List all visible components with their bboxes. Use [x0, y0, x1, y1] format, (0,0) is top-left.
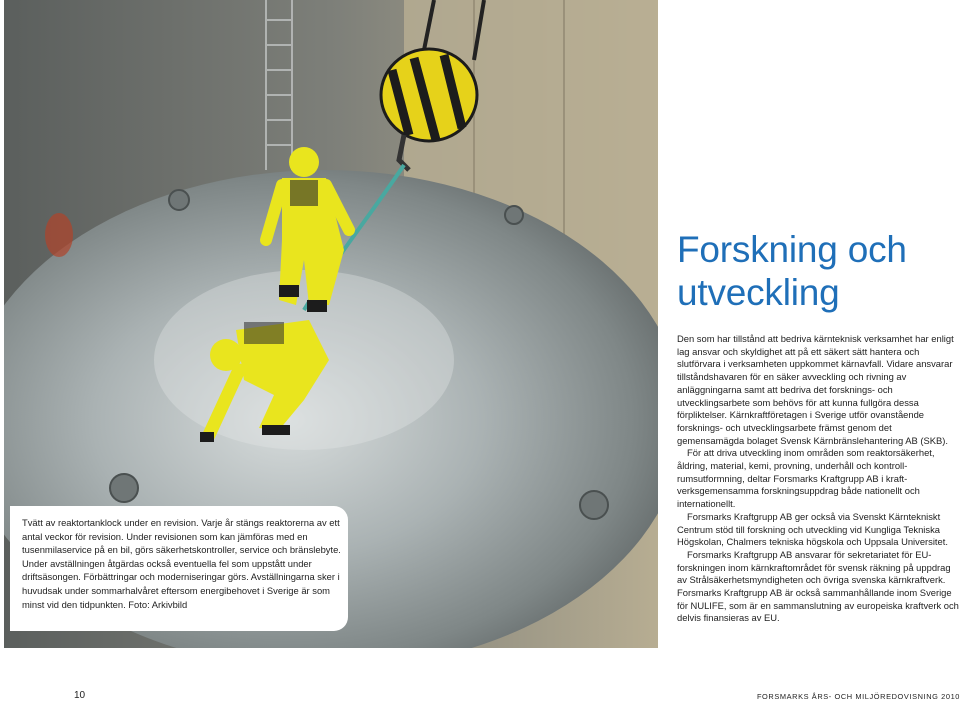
body-paragraph-2: För att driva utveckling inom områden som reaktorsäkerhet, åldring, material, kemi, provning, underhåll och kontrollrumsutformning, deltar Forsmarks Kraftgrupp AB i kraftverksgemensamma forskningsuppdrag både nationellt och internationellt. — [677, 447, 935, 510]
body-text — [677, 333, 959, 625]
footer-title: FORSMARKS ÅRS- OCH MILJÖREDOVISNING 2010 — [756, 692, 960, 701]
heading-line-1: Forskning och — [677, 229, 907, 270]
body-paragraph-4: Forsmarks Kraftgrupp AB ansvarar för sekretariatet för EU-forskningen inom kärnkraftområdet för svensk räkning på uppdrag av Strålsäkerhetsmyndigheten och övriga svenska kärnkraftverk. Forsmarks Kraftgrupp AB är också sammanhållande inom Sverige för NULIFE, som är en sammanslutning av europeiska kraftverk och delvis finansieras av EU. — [677, 548, 959, 624]
page-number: 10 — [74, 690, 86, 701]
section-heading — [677, 228, 947, 314]
caption-text: Tvätt av reaktortanklock under en revision. Varje år stängs reaktorerna av ett antal veckor för revision. Under revisionen som kan jämföras med en tusenmilaservice på en bil, görs säkerhetskontroller, service och bränslebyte. Under avställningen åtgärdas också eventuella fel som uppstått under driftsäsongen. Förbättringar och moderniseringar görs. Avställningarna sker i huvudsak under sommarhalvåret eftersom energibehovet i Sverige är som minst vid den tidpunkten. Foto: Arkivbild — [22, 517, 341, 610]
heading-line-2: utveckling — [677, 272, 840, 313]
body-paragraph-1: Den som har tillstånd att bedriva kärnteknisk verksamhet har enligt lag ansvar och skyldighet att på ett säkert sätt hantera och slutförvara i verksamheten uppkommet kärnavfall. Vidare ansvarar tillståndshavaren för en säker avveckling och rivning av anläggningarna samt att bedriva det forsknings- och utvecklingsarbete som behövs för att kunna fullgöra dessa förpliktelser. Kärnkraftföretagen i Sverige utför ovanstående forsknings- och utvecklingsarbete främst genom det gemensamägda bolaget Svensk Kärnbränslehantering AB (SKB). — [677, 333, 954, 446]
photo-caption — [10, 506, 348, 631]
body-paragraph-3: Forsmarks Kraftgrupp AB ger också via Svenskt Kärntekniskt Centrum stöd till forskning och utveckling vid Kungliga Tekniska Högskolan, Chalmers tekniska högskola och Uppsala Universitet. — [677, 510, 948, 548]
